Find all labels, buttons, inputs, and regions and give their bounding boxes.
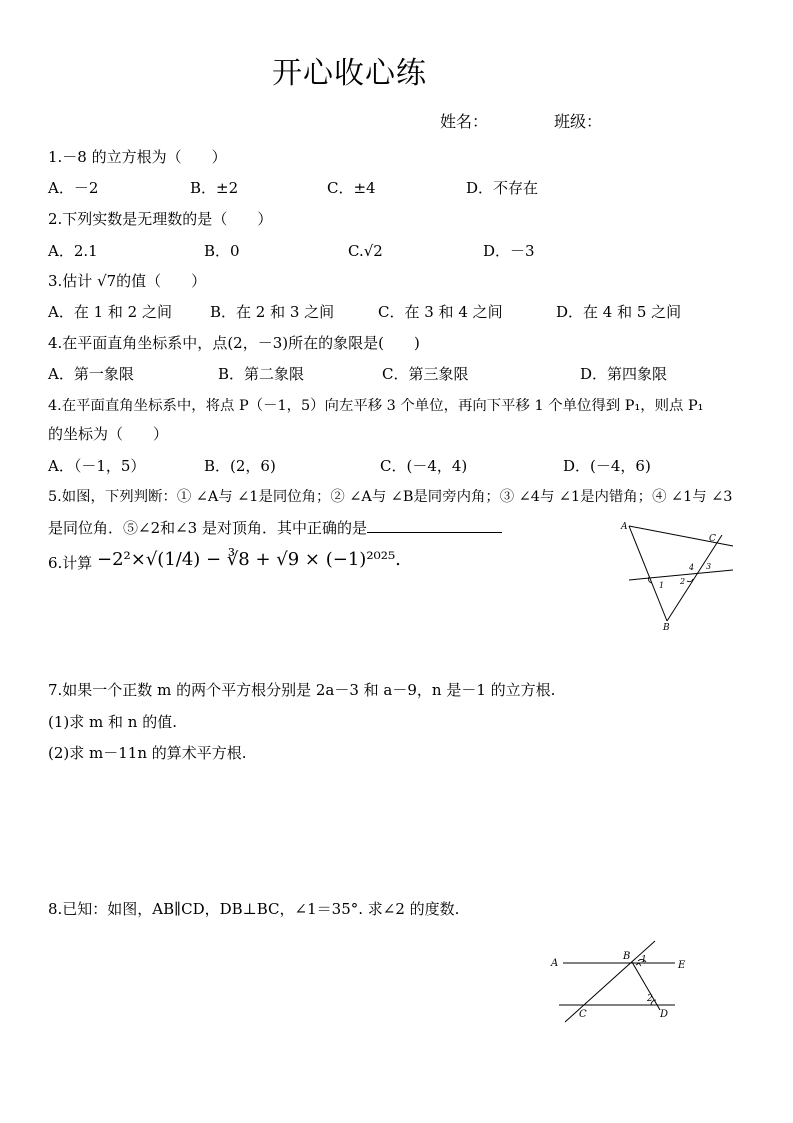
fig1-label-3: 3 — [706, 562, 712, 571]
q4b-option-b: B．(2，6) — [204, 457, 276, 475]
fig2-label-a: A — [551, 958, 559, 969]
fig1-label-4: 4 — [689, 563, 695, 572]
q5-line1: 5.如图，下列判断：① ∠A与 ∠1是同位角；② ∠A与 ∠B是同旁内角；③ ∠4与 ∠1是内错角；④ ∠1与 ∠3 — [48, 489, 733, 505]
q1-option-c: C．±4 — [327, 179, 376, 197]
fig1-label-c: C — [709, 534, 716, 544]
q4a-option-b: B．第二象限 — [218, 365, 305, 383]
q4a-option-a: A．第一象限 — [48, 365, 134, 383]
fig2-label-2: 2 — [647, 994, 653, 1004]
q5-line2 — [48, 518, 502, 538]
q5-line2-text: 是同位角．⑤∠2和∠3 是对顶角．其中正确的是 — [48, 519, 367, 537]
q3-option-c: C．在 3 和 4 之间 — [378, 303, 503, 321]
q1-stem: 1.－8 的立方根为（ ） — [48, 148, 227, 166]
fig1-label-b: B — [663, 623, 670, 633]
figure-parallel-lines — [545, 938, 695, 1026]
q2-option-a: A．2.1 — [48, 242, 98, 260]
q3-option-d: D．在 4 和 5 之间 — [556, 303, 682, 321]
q1-option-a: A．－2 — [48, 179, 99, 197]
fig2-label-d: D — [660, 1009, 669, 1020]
page-title: 开心收心练 — [272, 56, 427, 91]
q2-option-b: B．0 — [204, 242, 240, 260]
class-label: 班级： — [554, 112, 603, 131]
q2-option-d: D．－3 — [483, 242, 535, 260]
q7-part1: (1)求 m 和 n 的值. — [48, 713, 177, 731]
q8-stem: 8.已知：如图，AB∥CD，DB⊥BC，∠1＝35°. 求∠2 的度数. — [48, 900, 460, 918]
q4b-stem-line1: 4.在平面直角坐标系中，将点 P（－1，5）向左平移 3 个单位，再向下平移 1 个单位得到 P₁，则点 P₁ — [48, 398, 704, 414]
q3-stem: 3.估计 √7的值（ ） — [48, 272, 207, 290]
q7-part2: (2)求 m－11n 的算术平方根. — [48, 744, 247, 762]
fig1-label-1: 1 — [659, 581, 665, 590]
q3-option-a: A．在 1 和 2 之间 — [48, 303, 172, 321]
q1-option-d: D．不存在 — [466, 179, 539, 197]
q4a-option-c: C．第三象限 — [382, 365, 469, 383]
figure-triangle — [615, 515, 740, 633]
q2-option-c: C.√2 — [348, 242, 383, 260]
q4a-stem: 4.在平面直角坐标系中，点(2，－3)所在的象限是( ) — [48, 334, 420, 352]
q7-stem: 7.如果一个正数 m 的两个平方根分别是 2a－3 和 a－9，n 是－1 的立方根. — [48, 681, 556, 699]
fig2-label-b: B — [623, 951, 631, 962]
fig2-label-e: E — [678, 960, 686, 971]
fig1-label-2: 2 — [680, 577, 686, 586]
q4b-stem-line2: 的坐标为（ ） — [48, 425, 169, 443]
q4b-option-d: D．(－4，6) — [563, 457, 651, 475]
q4b-option-c: C．(－4，4) — [380, 457, 468, 475]
q4b-option-a: A．（－1，5） — [48, 457, 146, 475]
fig2-label-1: 1 — [641, 955, 647, 965]
fig2-label-c: C — [579, 1009, 587, 1020]
fig1-label-a: A — [621, 522, 628, 532]
q1-option-b: B．±2 — [190, 179, 239, 197]
name-label: 姓名： — [440, 112, 489, 131]
q4a-option-d: D．第四象限 — [580, 365, 668, 383]
q6-label: 6.计算 — [48, 554, 93, 572]
q3-option-b: B．在 2 和 3 之间 — [210, 303, 335, 321]
q6-expression: −2²×√(1/4) − ∛8 + √9 × (−1)²⁰²⁵. — [97, 549, 401, 570]
answer-blank[interactable] — [367, 518, 502, 533]
q2-stem: 2.下列实数是无理数的是（ ） — [48, 210, 273, 228]
